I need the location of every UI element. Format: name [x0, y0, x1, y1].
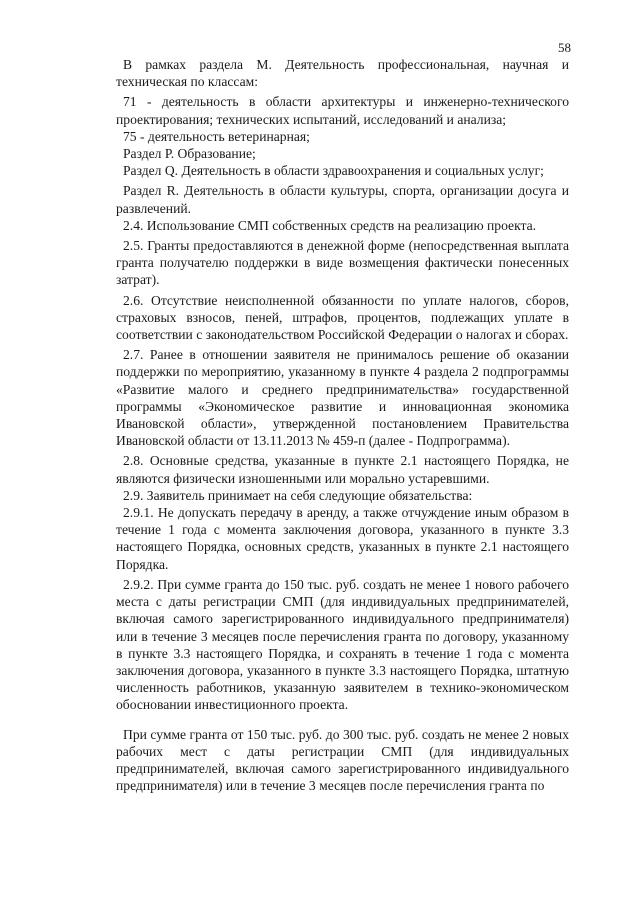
paragraph-section-p: Раздел Р. Образование;: [123, 146, 256, 162]
paragraph-section-m: В рамках раздела M. Деятельность профессиональная, научная и техническая по классам:: [116, 57, 569, 90]
paragraph-2-8: 2.8. Основные средства, указанные в пункте 2.1 настоящего Порядка, не являются физически изношенными или морально устаревшими.: [116, 453, 569, 486]
paragraph-2-4: 2.4. Использование СМП собственных средств на реализацию проекта.: [123, 217, 537, 233]
paragraph-class-71: 71 - деятельность в области архитектуры и инженерно-технического проектирования; технических испытаний, исследований и анализа;: [116, 94, 569, 127]
paragraph-2-7: 2.7. Ранее в отношении заявителя не принималось решение об оказании поддержки по мероприятию, указанному в пункте 4 раздела 2 подпрограммы «Развитие малого и среднего предпринимательства» государственной программы «Экономическое развитие и инновационная экономика Ивановской области», утвержденной постановлением Правительства Ивановской области от 13.11.2013 № 459-п (далее - Подпрограмма).: [116, 347, 569, 449]
paragraph-2-9-2: 2.9.2. При сумме гранта до 150 тыс. руб. создать не менее 1 нового рабочего места с даты регистрации СМП (для индивидуальных предпринимателей, включая самого зарегистрированного индивидуального предпринимателя) или в течение 3 месяцев после перечисления гранта по договору, указанному в пункте 3.3 настоящего Порядка, и сохранять в течение 1 года с момента заключения договора, указанного в пункте 3.3 настоящего Порядка, штатную численность работников, указанную заявителем в технико-экономическом обосновании инвестиционного проекта.: [116, 576, 569, 713]
paragraph-2-9: 2.9. Заявитель принимает на себя следующие обязательства:: [123, 487, 473, 503]
paragraph-2-9-1: 2.9.1. Не допускать передачу в аренду, а также отчуждение иным образом в течение 1 года с момента заключения договора, указанного в пункте 3.3 настоящего Порядка, основных средств, указанных в пункте 2.1 настоящего Порядка.: [116, 505, 569, 572]
paragraph-class-75: 75 - деятельность ветеринарная;: [123, 128, 310, 144]
paragraph-section-r: Раздел R. Деятельность в области культуры, спорта, организации досуга и развлечений.: [116, 183, 569, 216]
page-number: 58: [558, 40, 571, 55]
paragraph-section-q: Раздел Q. Деятельность в области здравоохранения и социальных услуг;: [123, 163, 544, 179]
paragraph-2-5: 2.5. Гранты предоставляются в денежной форме (непосредственная выплата гранта получателю поддержки в виде возмещения фактически понесенных затрат).: [116, 238, 569, 288]
paragraph-2-6: 2.6. Отсутствие неисполненной обязанности по уплате налогов, сборов, страховых взносов, пеней, штрафов, процентов, подлежащих уплате в соответствии с законодательством Российской Федерации о налогах и сборах.: [116, 292, 569, 343]
document-body: [116, 56, 569, 794]
paragraph-grant-150-300: При сумме гранта от 150 тыс. руб. до 300 тыс. руб. создать не менее 2 новых рабочих мест с даты регистрации СМП (для индивидуальных предпринимателей, включая самого зарегистрированного индивидуального предпринимателя) или в течение 3 месяцев после перечисления гранта по: [116, 726, 569, 794]
